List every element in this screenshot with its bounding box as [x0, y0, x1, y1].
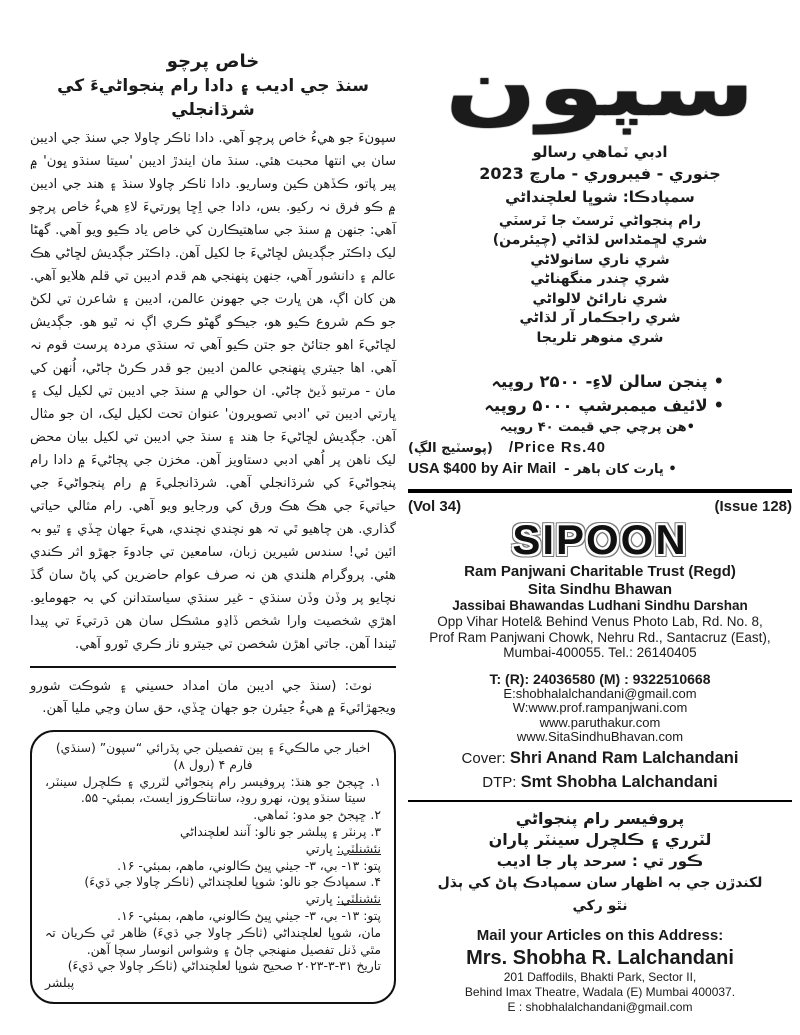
- address-value: ۱۳- بي، ۳- جيٺي ڀيڻ ڪالوني، ماهم، بمبئي- ۱۶.: [117, 857, 360, 873]
- editor-line: سمپادڪا: شوڀا لعلچنداڻي: [505, 188, 695, 206]
- postage-note: (پوسٽيج الڳ): [408, 441, 493, 456]
- sipoon-logo: SIPOON: [512, 516, 688, 563]
- editor-note: نوٽ: (سنڌ جي اديبن مان امداد حسيني ۽ شوڪت شورو ويجهڙائيءَ ۾ هيءُ جيئرن جو جهان ڇڏي، حق سان وڃي مليا آهن.: [30, 679, 396, 716]
- note-divider-rule: [30, 666, 396, 668]
- address-label: پتو:: [363, 857, 381, 873]
- cover-credit: [408, 748, 792, 769]
- magazine-subtitle: ادبي ٽماهي رسالو: [532, 143, 668, 161]
- publisher-org-block: [408, 563, 792, 661]
- issue-date-line: جنوري - فيبروري - مارچ 2023: [479, 164, 721, 183]
- trustees-heading: رام پنجواڻي ٽرسٽ جا ٽرسٽي: [498, 213, 702, 229]
- center-publisher-note: [408, 808, 792, 918]
- phone-line: T: (R): 24036580 (M) : 9322510668: [489, 670, 711, 687]
- trustee-name: شري راجڪمار آر لڌاڻي: [519, 310, 681, 326]
- trust-name: Ram Panjwani Charitable Trust (Regd): [464, 563, 736, 580]
- form-item-place: ۱. ڇپجڻ جو هنڌ: پروفيسر رام پنجواڻي لٽرري ۽ ڪلچرل سينٽر، سيتا سنڌو ڀون، نهرو روڊ، سانتاڪروز ايسٽ، بمبئي- ۵۵.: [45, 773, 381, 806]
- hall-name: Jassibai Bhawandas Ludhani Sindhu Darshan: [452, 598, 748, 613]
- form-title: اخبار جي مالڪيءَ ۽ ٻين تفصيلن جي پڌرائي “سپون” (سنڌي): [55, 740, 371, 755]
- magazine-title-calligraphy: سپون: [444, 41, 756, 134]
- trustee-name: شري منوهر تلريجا: [536, 329, 664, 346]
- cover-topic-line: ڪور تي : سرحد پار جا اديب: [496, 851, 704, 870]
- pricing-block: [408, 370, 792, 480]
- form-declaration: مان، شوڀا لعلچنداڻي (ٺاڪر چاولا جي ڌيءَ) ظاهر ٿي ڪريان تہ مٿي ڏنل تفصيل منهنجي ڄاڻ ۽ وشواس انوسار سچا آهن.: [45, 924, 381, 957]
- thick-divider-rule: [408, 489, 792, 493]
- thin-divider-rule: [408, 800, 792, 802]
- trustee-name: شري نارائڻ لالواڻي: [532, 290, 668, 307]
- mailing-heading: Mail your Articles on this Address:: [476, 926, 724, 944]
- mailing-address-block: [408, 926, 792, 1015]
- ownership-declaration-box: [30, 730, 396, 1004]
- address-value: ۱۳- بي، ۳- جيٺي ڀيڻ ڪالوني، ماهم، بمبئي- ۱۶.: [117, 907, 360, 923]
- form-printer-address: [45, 858, 381, 875]
- form-editor-nationality: [45, 891, 381, 908]
- dtp-operator-name: Smt Shobha Lalchandani: [520, 772, 718, 791]
- mailing-recipient-name: Mrs. Shobha R. Lalchandani: [466, 946, 734, 969]
- trustee-name: شري لڇمڻداس لڌاڻي (چيئرمن): [492, 232, 708, 248]
- cover-label: Cover:: [461, 749, 506, 767]
- form-item-printer: ۳. پرنٽر ۽ پبلشر جو نالو: آنند لعلچنداڻي: [180, 823, 381, 839]
- dtp-credit: [408, 772, 792, 793]
- special-issue-kicker: خاص پرچو: [166, 51, 260, 72]
- center-name-line: پروفيسر رام پنجواڻي: [515, 808, 685, 828]
- form-editor-address: [45, 908, 381, 925]
- disclaimer-line: نٿو رکي: [572, 897, 628, 914]
- cover-artist-name: Shri Anand Ram Lalchandani: [509, 748, 739, 767]
- form-date-signature: تاريخ ۳۱-۳-۲۰۲۳ صحيح شوڀا لعلچنداڻي (ٺاڪر چاولا جي ڌيءَ): [67, 958, 381, 974]
- form-signatory-role: پبلشر: [45, 975, 75, 991]
- address-label: پتو:: [363, 907, 381, 923]
- feature-body-paragraph: سپونءَ جو هيءُ خاص پرچو آهي. دادا ٺاڪر چاولا جي سنڌ جي اديبن سان بي انتها محبت هئي. سنڌ مان ايندڙ اديبن 'سيتا سنڌو ڀون' ۾ پير پاتو، ڪڏهن ڪين وساريو. دادا ٺاڪر چاولا سنڌ ۽ هند جي اديبن ۾ ڪو فرق نہ رکيو. بس، دادا جي اِڇا پورتيءَ لاءِ هيءُ خاص پرچو آهي: جنهن ۾ سنڌ جي ساهتيڪارن کي خاص ياد ڪيو ويو آهي. گهڻا ليک ڊاڪٽر جڳديش لڇاڻيءَ جا لکيل آهن. ڊاڪٽر جڳديش لڇاڻي هڪ عالم ۽ دانشور آهي، جنهن پنهنجي هم قدم اديبن تي قلم هلايو آهي. هن کان اڳ، هن ڀارت جي جهونن عالمن، اديبن ۽ شاعرن تي لکڻ جو ڪم شروع ڪيو هو، جيڪو گهڻو ڪري اڳ نہ ٿيو هو. جڳديش لڇاڻيءَ اهو جتائڻ جو جتن ڪيو آهي تہ سنڌي مردہ پرست قوم نہ آهي. اها جيتري پنهنجي عالمن اديبن جو قدر ڪرڻ ڄاڻي، اُنهن کي مان - مرتبو ڏيڻ ڄاڻي. ان حوالي ۾ سنڌ جي اديبن تي لکيل ليک ۽ ڀارتي اديبن تي 'ادبي تصويرون' عنوان تحت لکيل ليک، ان جو مثال آهن. جڳديش لڇاڻيءَ جا هند ۽ سنڌ جي اديبن تي لکيل بيان محض ليک ناهن پر اُهي ادبي دستاويز آهن. مخزن جي پڄاڻيءَ ۾ دادا رام پنجواڻيءَ کي شرڌانجلي آهي. شرڌانجليءَ ۾ رام پنجواڻيءَ جي حياتيءَ جي هڪ هڪ ورق کي ورجايو ويو آهي. رام مثالي حياتي گذاري. هن چاهيو ٿي تہ هو نچندي نچندي، هيءَ جهان ڇڏي ۽ ٿيو بہ ائين ئي! سندس شيرين زبان، سامعين تي جادوءَ جهڙو اثر ڪندي هئي. پروگرام هلندي هن نہ صرف عوام حاضرين کي پاڻ سان گڏ نچايو پر وڏن وڏن سنڌي - غير سنڌي سياستدانن کي بہ جهومايو. اهڙي شخصيت وارا شخص ڏاڍو مشڪل سان هن ڌرتيءَ تي پيدا ٿيندا آهن. جاتي اهڙن شخصن تي جيترو ناز ڪري ٿورو آهي.: [30, 131, 396, 652]
- disclaimer-line: لکندڙن جي بہ اظهار سان سمپادڪ پاڻ کي ٻڌل: [437, 874, 763, 891]
- volume-number: (Vol 34): [408, 498, 462, 515]
- abroad-label: • ڀارت کان ٻاهر -: [564, 462, 677, 477]
- form-item-periodicity: ۲. ڇپجڻ جو مدو: ٽماهي.: [253, 807, 381, 823]
- email-line: E:shobhalalchandani@gmail.com: [503, 685, 697, 701]
- center-name-line: لٽرري ۽ ڪلچرل سينٽر پاران: [488, 829, 712, 849]
- contact-block: [408, 671, 792, 793]
- masthead-column: [408, 40, 792, 1015]
- mailing-email-line: E : shobhalalchandani@gmail.com: [507, 999, 693, 1014]
- price-five-years: • پنجن سالن لاءِ- ۲۵۰۰ روپيہ: [491, 372, 724, 391]
- mailing-address-line: 201 Daffodils, Bhakti Park, Sector II,: [503, 969, 697, 984]
- address-line: Prof Ram Panjwani Chowk, Nehru Rd., Santacruz (East),: [429, 629, 771, 645]
- trustee-name: شري چندر منگهناڻي: [530, 271, 670, 287]
- nationality-label: نئشنلٽي:: [336, 840, 381, 856]
- dtp-label: DTP:: [482, 773, 517, 791]
- form-item-editor: ۴. سمپادڪ جو نالو: شوڀا لعلچنداڻي (ٺاڪر چاولا جي ڌيءَ): [84, 874, 381, 890]
- nationality-value: ڀارتي: [305, 891, 333, 907]
- nationality-label: نئشنلٽي:: [336, 891, 381, 907]
- trustee-name: شري ناري سانولاڻي: [530, 251, 670, 268]
- price-life-membership: • لائيف ميمبرشپ ۵۰۰۰ روپيہ: [484, 396, 724, 415]
- address-line: Opp Vihar Hotel& Behind Venus Photo Lab, Rd. No. 8,: [437, 614, 763, 629]
- website-line: www.SitaSindhuBhavan.com: [516, 729, 684, 744]
- price-english: Price Rs.40/: [508, 439, 606, 456]
- price-en-row: [408, 438, 724, 459]
- building-name: Sita Sindhu Bhawan: [527, 580, 673, 598]
- issue-number: (Issue 128): [714, 498, 792, 515]
- price-single-copy: •هن پرچي جي قيمت ۴۰ روپيہ: [499, 420, 695, 435]
- website-line: W:www.prof.rampanjwani.com: [512, 700, 688, 715]
- abroad-price-english: USA $400 by Air Mail: [408, 460, 557, 477]
- form-number: فارم ۴ (رول ۸): [173, 756, 253, 772]
- volume-issue-row: [408, 498, 792, 515]
- address-line: Mumbai-400055. Tel.: 26140405: [503, 645, 697, 660]
- price-abroad-row: [408, 459, 702, 480]
- nationality-value: ڀارتي: [305, 840, 333, 856]
- feature-article-column: [30, 50, 396, 1004]
- feature-title: سنڌ جي اديب ۽ دادا رام پنجواڻيءَ کي شرڌانجلي: [57, 76, 369, 120]
- mailing-address-line: Behind Imax Theatre, Wadala (E) Mumbai 400037.: [464, 984, 736, 999]
- website-line: www.paruthakur.com: [539, 714, 661, 730]
- form-printer-nationality: [45, 841, 381, 858]
